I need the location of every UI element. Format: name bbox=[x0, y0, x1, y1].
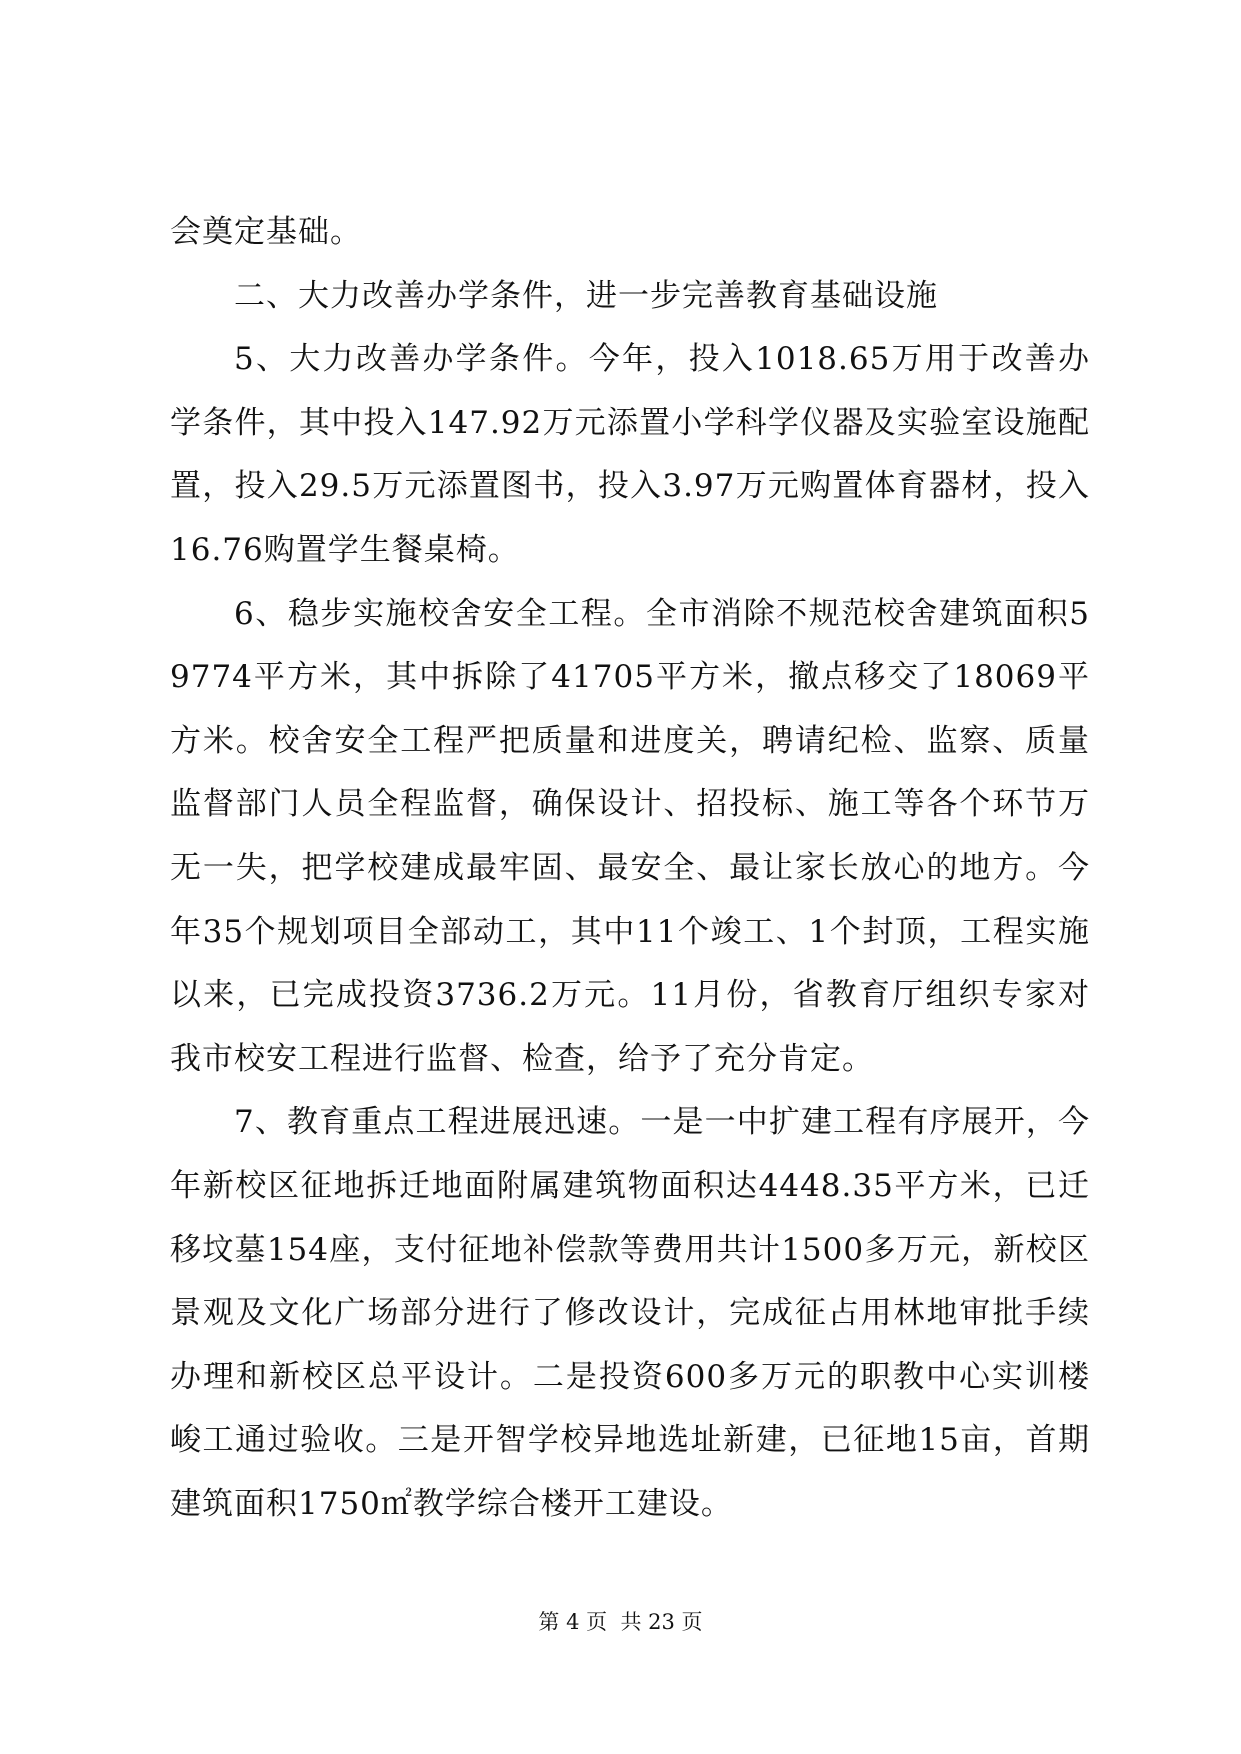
paragraph-item-6: 6、稳步实施校舍安全工程。全市消除不规范校舍建筑面积59774平方米，其中拆除了41705平方米，撤点移交了18069平方米。校舍安全工程严把质量和进度关，聘请纪检、监察、质量监督部门人员全程监督，确保设计、招投标、施工等各个环节万无一失，把学校建成最牢固、最安全、最让家长放心的地方。今年35个规划项目全部动工，其中11个竣工、1个封顶，工程实施以来，已完成投资3736.2万元。11月份，省教育厅组织专家对我市校安工程进行监督、检查，给予了充分肯定。 bbox=[170, 595, 1090, 1077]
paragraph-continuation: 会奠定基础。 bbox=[170, 214, 362, 250]
section-heading: 二、大力改善办学条件，进一步完善教育基础设施 bbox=[234, 277, 938, 314]
page-number: 第 4 页 共 23 页 bbox=[538, 1610, 703, 1634]
paragraph-item-7: 7、教育重点工程进展迅速。一是一中扩建工程有序展开，今年新校区征地拆迁地面附属建筑物面积达4448.35平方米，已迁移坟墓154座，支付征地补偿款等费用共计1500多万元，新校区景观及文化广场部分进行了修改设计，完成征占用林地审批手续办理和新校区总平设计。二是投资600多万元的职教中心实训楼峻工通过验收。三是开智学校异地选址新建，已征地15亩，首期建筑面积1750㎡教学综合楼开工建设。 bbox=[170, 1104, 1090, 1522]
body-text bbox=[170, 201, 1090, 1536]
paragraph-item-5: 5、大力改善办学条件。今年，投入1018.65万用于改善办学条件，其中投入147.92万元添置小学科学仪器及实验室设施配置，投入29.5万元添置图书，投入3.97万元购置体育器材，投入16.76购置学生餐桌椅。 bbox=[170, 341, 1090, 568]
page-footer bbox=[0, 1607, 1241, 1637]
